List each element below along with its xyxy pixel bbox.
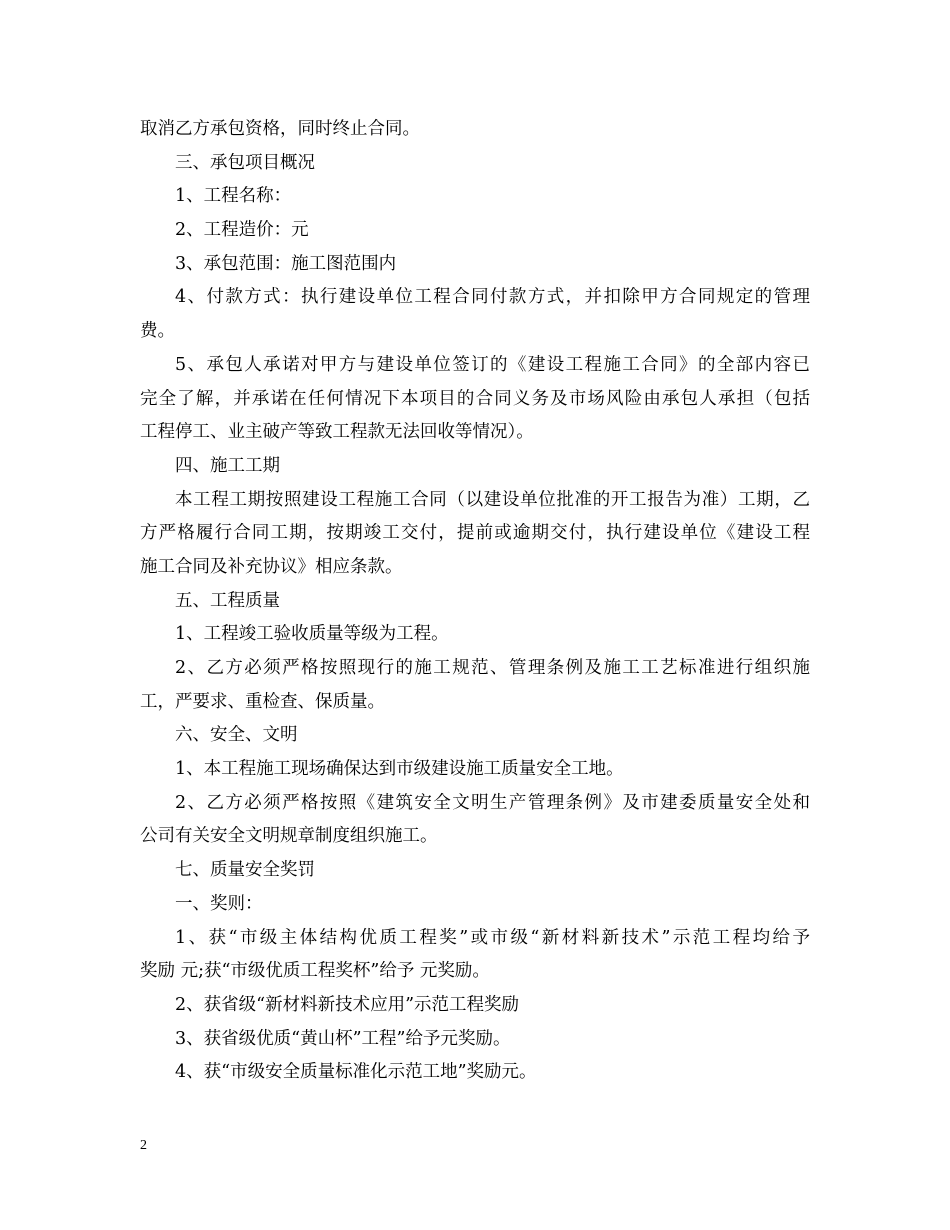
- text-line: 1、获“市级主体结构优质工程奖”或市级“新材料新技术”示范工程均给予: [175, 927, 810, 948]
- text-line: 3、承包范围：施工图范围内: [175, 253, 397, 274]
- text-line: 奖励 元;获“市级优质工程奖杯”给予 元奖励。: [140, 961, 490, 982]
- text-line: 3、获省级优质“黄山杯”工程”给予元奖励。: [175, 1028, 511, 1049]
- text-line: 4、获“市级安全质量标准化示范工地”奖励元。: [175, 1062, 537, 1083]
- text-line: 本工程工期按照建设工程施工合同（以建设单位批准的开工报告为准）工期，乙: [175, 489, 810, 510]
- section-heading: 三、承包项目概况: [175, 152, 315, 173]
- text-line: 方严格履行合同工期，按期竣工交付，提前或逾期交付，执行建设单位《建设工程: [140, 523, 810, 544]
- text-line: 2、获省级“新材料新技术应用”示范工程奖励: [175, 994, 520, 1015]
- text-line: 取消乙方承包资格，同时终止合同。: [140, 119, 420, 139]
- text-line: 完全了解，并承诺在任何情况下本项目的合同义务及市场风险由承包人承担（包括: [140, 388, 810, 409]
- text-line: 2、乙方必须严格按照《建筑安全文明生产管理条例》及市建委质量安全处和: [175, 792, 810, 813]
- text-line: 工，严要求、重检查、保质量。: [140, 691, 385, 712]
- section-heading: 七、质量安全奖罚: [175, 860, 315, 881]
- text-line: 2、乙方必须严格按照现行的施工规范、管理条例及施工工艺标准进行组织施: [175, 658, 810, 678]
- text-line: 1、本工程施工现场确保达到市级建设施工质量安全工地。: [175, 759, 624, 780]
- section-heading: 五、工程质量: [175, 590, 280, 611]
- text-line: 费。: [140, 321, 175, 342]
- text-line: 2、工程造价：元: [175, 220, 309, 241]
- subsection-heading: 一、奖则：: [175, 893, 263, 914]
- text-line: 5、承包人承诺对甲方与建设单位签订的《建设工程施工合同》的全部内容已: [175, 354, 810, 375]
- page-number: 2: [140, 1138, 147, 1153]
- text-line: 施工合同及补充协议》相应条款。: [140, 556, 403, 577]
- text-line: 4、付款方式：执行建设单位工程合同付款方式，并扣除甲方合同规定的管理: [175, 287, 810, 308]
- text-line: 1、工程竣工验收质量等级为工程。: [175, 624, 449, 645]
- text-line: 1、工程名称：: [175, 186, 292, 207]
- document-body: [140, 113, 810, 1090]
- section-heading: 四、施工工期: [175, 455, 280, 476]
- section-heading: 六、安全、文明: [175, 725, 298, 746]
- text-line: 工程停工、业主破产等致工程款无法回收等情况）。: [140, 422, 534, 443]
- text-line: 公司有关安全文明规章制度组织施工。: [140, 826, 438, 847]
